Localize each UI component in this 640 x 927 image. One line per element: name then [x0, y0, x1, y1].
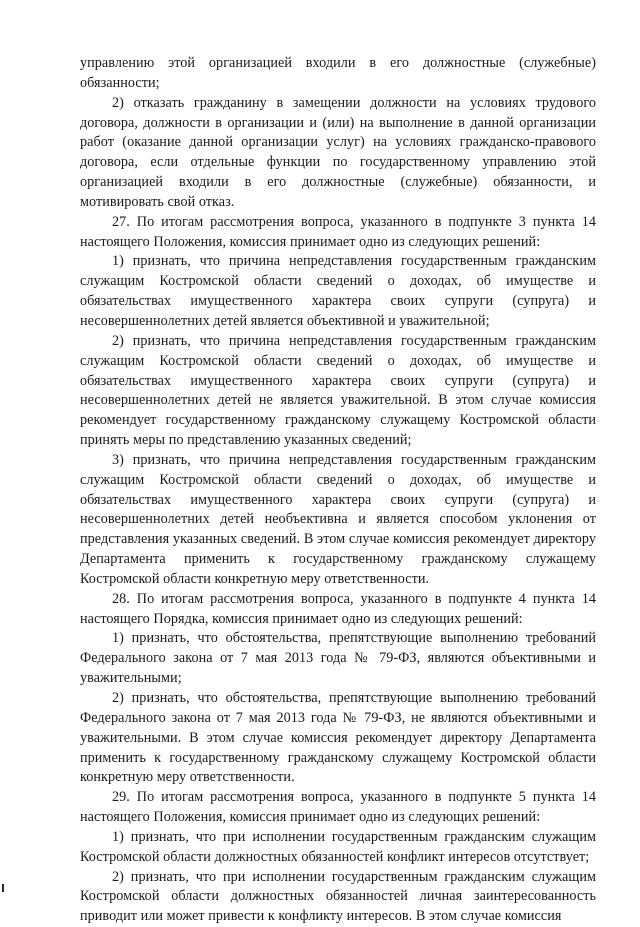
paragraph-29-intro: 29. По итогам рассмотрения вопроса, указанного в подпункте 5 пункта 14 настоящего Положения, комиссия принимает одно из следующих решений:	[80, 789, 596, 826]
paragraph-continuation: управлению этой организацией входили в его должностные (служебные) обязанности;	[80, 55, 596, 91]
paragraph-29-item-2: 2) признать, что при исполнении государственным гражданским служащим Костромской области должностных обязанностей личная заинтересованность приводит или может привести к конфликту интересов. В этом случае комиссия	[80, 868, 596, 925]
paragraph-27-item-3: 3) признать, что причина непредставления государственным гражданским служащим Костромской области сведений о доходах, об имуществе и обязательствах имущественного характера своих супруги (супруга) и несовершеннолетних детей необъективна и является способом уклонения от представления указанных сведений. В этом случае комиссия рекомендует директору Департамента применить к государственному гражданскому служащему Костромской области конкретную меру ответственности.	[80, 451, 596, 587]
paragraph-28-item-2: 2) признать, что обстоятельства, препятствующие выполнению требований Федерального закона от 7 мая 2013 года № 79-ФЗ, не являются объективными и уважительными. В этом случае комиссия рекомендует директору Департамента применить к государственному гражданскому служащему Костромской области конкретную меру ответственности.	[80, 690, 596, 786]
scan-edge-mark	[2, 884, 4, 892]
paragraph-refuse-citizen: 2) отказать гражданину в замещении должности на условиях трудового договора, должности в организации и (или) на выполнение в данной организации работ (оказание данной организации услуг) на условиях гражданско-правового договора, если отдельные функции по государственному управлению этой организацией входили в его должностные (служебные) обязанности, и мотивировать свой отказ.	[80, 94, 596, 210]
paragraph-29-item-1: 1) признать, что при исполнении государственным гражданским служащим Костромской области должностных обязанностей конфликт интересов отсутствует;	[80, 828, 596, 865]
paragraph-27-item-1: 1) признать, что причина непредставления государственным гражданским служащим Костромской области сведений о доходах, об имуществе и обязательствах имущественного характера своих супруги (супруга) и несовершеннолетних детей является объективной и уважительной;	[80, 253, 596, 329]
paragraph-28-item-1: 1) признать, что обстоятельства, препятствующие выполнению требований Федерального закона от 7 мая 2013 года № 79-ФЗ, являются объективными и уважительными;	[80, 630, 596, 687]
paragraph-28-intro: 28. По итогам рассмотрения вопроса, указанного в подпункте 4 пункта 14 настоящего Порядка, комиссия принимает одно из следующих решений:	[80, 590, 596, 627]
paragraph-27-intro: 27. По итогам рассмотрения вопроса, указанного в подпункте 3 пункта 14 настоящего Положения, комиссия принимает одно из следующих решений:	[80, 213, 596, 250]
paragraph-27-item-2: 2) признать, что причина непредставления государственным гражданским служащим Костромской области сведений о доходах, об имуществе и обязательствах имущественного характера своих супруги (супруга) и несовершеннолетних детей не является уважительной. В этом случае комиссия рекомендует государственному гражданскому служащему Костромской области принять меры по представлению указанных сведений;	[80, 332, 596, 449]
